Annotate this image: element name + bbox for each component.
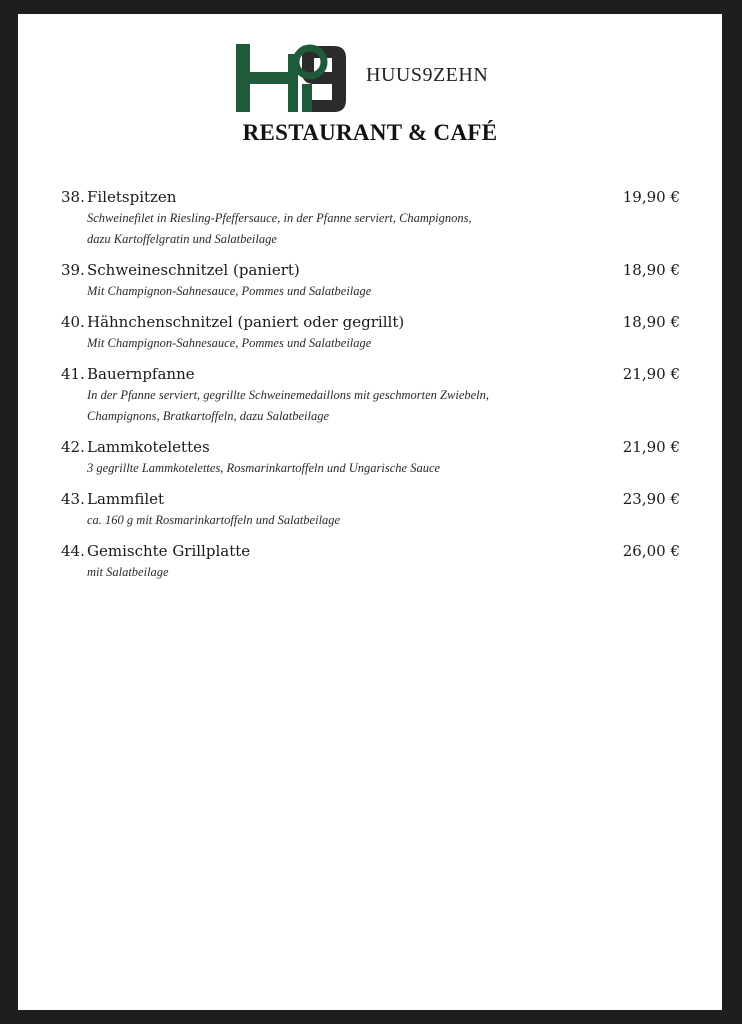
description-line: Champignons, Bratkartoffeln, dazu Salatbeilage	[87, 409, 330, 423]
menu-item-description	[87, 208, 722, 250]
page-header	[18, 14, 722, 164]
menu-item-description	[87, 333, 722, 354]
brand-name: HUUS9ZEHN	[366, 64, 489, 86]
menu-item-header	[18, 311, 722, 333]
description-line: 3 gegrillte Lammkotelettes, Rosmarinkartoffeln und Ungarische Sauce	[87, 461, 441, 475]
menu-item-description	[87, 385, 722, 427]
menu-item-name: Gemischte Grillplatte	[87, 542, 251, 560]
description-line: ca. 160 g mit Rosmarinkartoffeln und Salatbeilage	[87, 513, 341, 527]
menu-item-number: 44.	[61, 542, 85, 560]
menu-item-header	[18, 186, 722, 208]
menu-item	[18, 436, 722, 479]
menu-item-name: Hähnchenschnitzel (paniert oder gegrillt)	[87, 313, 405, 331]
menu-item-number: 38.	[61, 188, 85, 206]
menu-item-name: Filetspitzen	[87, 188, 177, 206]
menu-item-header	[18, 540, 722, 562]
menu-item-name: Lammkotelettes	[87, 438, 210, 456]
menu-page	[18, 14, 722, 1010]
menu-item-price: 23,90 €	[622, 490, 680, 508]
menu-item	[18, 488, 722, 531]
h9-logo	[236, 44, 348, 112]
description-line: Mit Champignon-Sahnesauce, Pommes und Salatbeilage	[87, 284, 372, 298]
menu-item-header	[18, 488, 722, 510]
menu-item-number: 42.	[61, 438, 85, 456]
description-line: In der Pfanne serviert, gegrillte Schweinemedaillons mit geschmorten Zwiebeln,	[87, 388, 490, 402]
menu-item-number: 43.	[61, 490, 85, 508]
menu-item-description	[87, 562, 722, 583]
description-line: Mit Champignon-Sahnesauce, Pommes und Salatbeilage	[87, 336, 372, 350]
menu-item-header	[18, 436, 722, 458]
menu-item-name: Schweineschnitzel (paniert)	[87, 261, 300, 279]
menu-item-header	[18, 363, 722, 385]
menu-item-price: 26,00 €	[622, 542, 680, 560]
menu-item	[18, 259, 722, 302]
menu-item-number: 41.	[61, 365, 85, 383]
description-line: dazu Kartoffelgratin und Salatbeilage	[87, 232, 277, 246]
page-title: RESTAURANT & CAFÉ	[242, 120, 498, 145]
menu-item-description	[87, 458, 722, 479]
description-line: Schweinefilet in Riesling-Pfeffersauce, in der Pfanne serviert, Champignons,	[87, 211, 472, 225]
menu-item-price: 19,90 €	[622, 188, 680, 206]
menu-item	[18, 540, 722, 583]
menu-item	[18, 186, 722, 250]
menu-item-name: Bauernpfanne	[87, 365, 195, 383]
menu-item-price: 21,90 €	[622, 438, 680, 456]
menu-item-description	[87, 281, 722, 302]
menu-item-name: Lammfilet	[87, 490, 165, 508]
menu-item-number: 40.	[61, 313, 85, 331]
menu-item	[18, 311, 722, 354]
menu-item-description	[87, 510, 722, 531]
menu-item-price: 18,90 €	[622, 313, 680, 331]
description-line: mit Salatbeilage	[87, 565, 169, 579]
menu-list	[18, 186, 722, 592]
menu-item-price: 18,90 €	[622, 261, 680, 279]
menu-item-price: 21,90 €	[622, 365, 680, 383]
menu-item-number: 39.	[61, 261, 85, 279]
menu-item-header	[18, 259, 722, 281]
menu-item	[18, 363, 722, 427]
